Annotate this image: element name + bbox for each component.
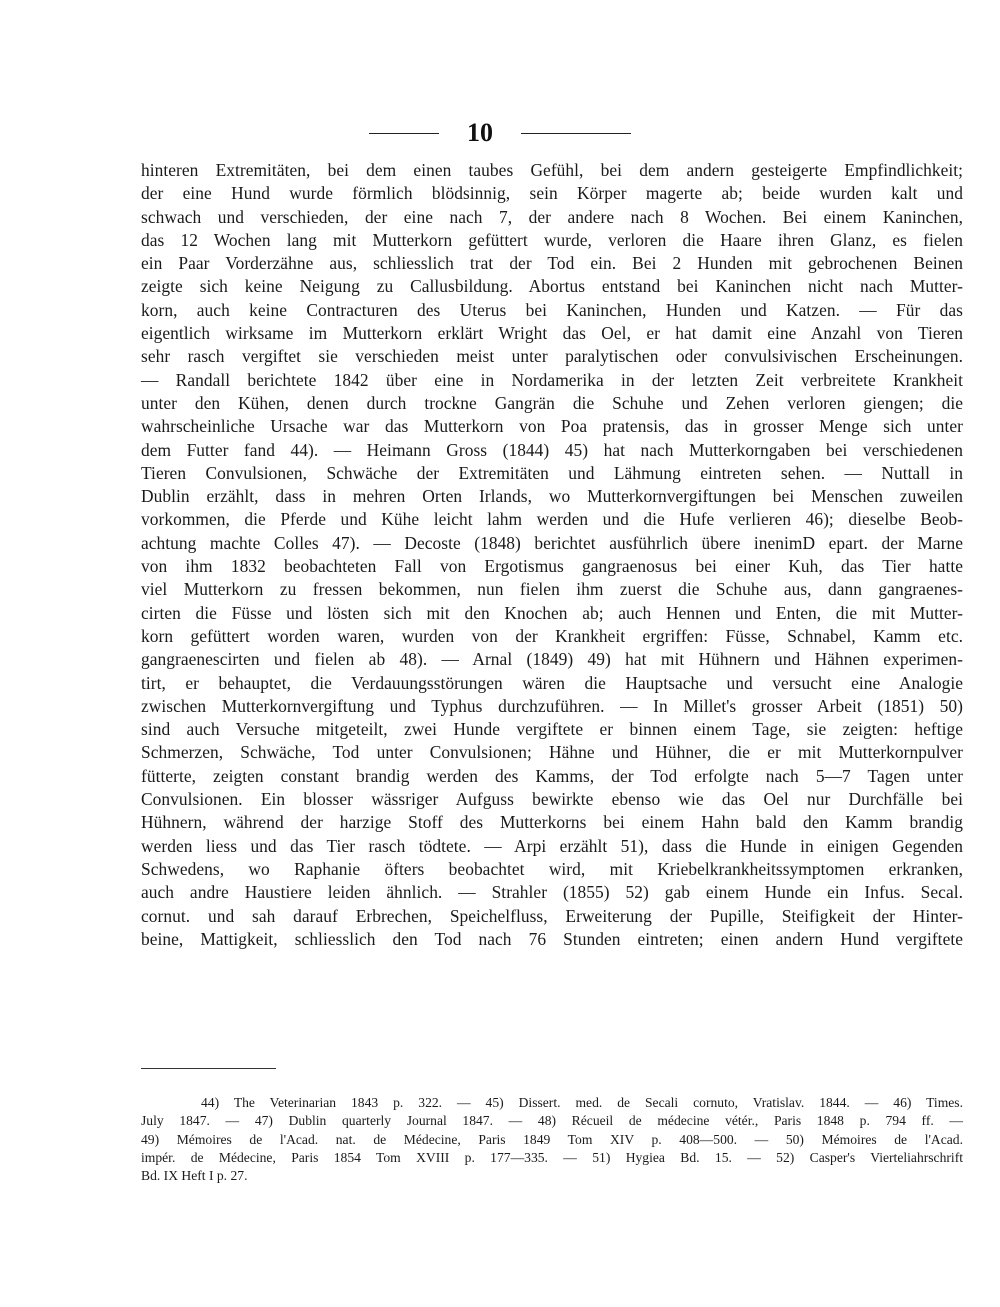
text-line: von ihm 1832 beobachteten Fall von Ergotismus gangraenosus bei einer Kuh, das Tier hatte (141, 556, 963, 577)
text-line: tirt, er behauptet, die Verdauungsstörungen wären die Hauptsache und versucht eine Analogie (141, 672, 963, 693)
text-line: gangraenescirten und fielen ab 48). — Arnal (1849) 49) hat mit Hühnern und Hähnen experimen- (141, 649, 963, 670)
text-line: — Randall berichtete 1842 über eine in Nordamerika in der letzten Zeit verbreitete Krankheit (141, 369, 963, 390)
text-line: Dublin erzählt, dass in mehren Orten Irlands, wo Mutterkornvergiftungen bei Menschen zuweilen (141, 486, 963, 507)
text-line: sehr rasch vergiftet sie verschieden meist unter paralytischen oder convulsivischen Erscheinungen. (141, 346, 963, 367)
text-line: ein Paar Vorderzähne aus, schliesslich trat der Tod ein. Bei 2 Hunden mit gebrochenen Beinen (141, 253, 963, 274)
text-line: achtung machte Colles 47). — Decoste (1848) berichtet ausführlich übere inenimD epart. der Marne (141, 532, 963, 553)
text-line: eigentlich wirksame im Mutterkorn erklärt Wright das Oel, er hat damit eine Anzahl von Tieren (141, 323, 963, 344)
text-line: hinteren Extremitäten, bei dem einen taubes Gefühl, bei dem andern gesteigerte Empfindlichkeit; (141, 160, 963, 180)
text-line: Schmerzen, Schwäche, Tod unter Convulsionen; Hähne und Hühner, die er mit Mutterkornpulver (141, 742, 963, 763)
text-line: sind auch Versuche mitgeteilt, zwei Hunde vergiftete er binnen einem Tage, sie zeigten: heftige (141, 719, 963, 740)
header-rule-right (521, 133, 631, 134)
text-line: cornut. und sah darauf Erbrechen, Speichelfluss, Erweiterung der Pupille, Steifigkeit der Hinter- (141, 905, 963, 926)
footnote-line: impér. de Médecine, Paris 1854 Tom XVIII p. 177—335. — 51) Hygiea Bd. 15. — 52) Casper's Vierteliahrschrift (141, 1149, 963, 1165)
page-header (0, 118, 1000, 148)
text-line: zwischen Mutterkornvergiftung und Typhus durchzuführen. — In Millet's grosser Arbeit (1851) 50) (141, 695, 963, 716)
text-line: werden liess und das Tier rasch tödtete. — Arpi erzählt 51), dass die Hunde in einigen Gegenden (141, 835, 963, 856)
text-line: korn, auch keine Contracturen des Uterus bei Kaninchen, Hunden und Katzen. — Für das (141, 299, 963, 320)
text-line: fütterte, zeigten constant brandig werden des Kamms, der Tod erfolgte nach 5—7 Tagen unter (141, 765, 963, 786)
main-text (141, 159, 963, 951)
text-line: viel Mutterkorn zu fressen bekommen, nun fielen ihm zuerst die Schuhe aus, dann gangraenes- (141, 579, 963, 600)
footnote-line: 49) Mémoires de l'Acad. nat. de Médecine, Paris 1849 Tom XIV p. 408—500. — 50) Mémoires de l'Acad. (141, 1131, 963, 1147)
text-line: das 12 Wochen lang mit Mutterkorn gefüttert wurde, verloren die Haare ihren Glanz, es fielen (141, 229, 963, 250)
text-line: Schwedens, wo Raphanie öfters beobachtet wird, mit Kriebelkrankheitssymptomen erkranken, (141, 858, 963, 879)
text-line: der eine Hund wurde förmlich blödsinnig, sein Körper magerte ab; beide wurden kalt und (141, 183, 963, 204)
text-line: vorkommen, die Pferde und Kühe leicht lahm werden und die Hufe verlieren 46); dieselbe Beob- (141, 509, 963, 530)
text-line: Hühnern, während der harzige Stoff des Mutterkorns bei einem Hahn bald den Kamm brandig (141, 812, 963, 833)
text-line: wahrscheinliche Ursache war das Mutterkorn von Poa pratensis, das in grosser Menge sich unter (141, 416, 963, 437)
text-line: Convulsionen. Ein blosser wässriger Aufguss bewirkte ebenso wie das Oel nur Durchfälle bei (141, 789, 963, 810)
footnote-line: Bd. IX Heft I p. 27. (141, 1168, 248, 1184)
text-line: unter den Kühen, denen durch trockne Gangrän die Schuhe und Zehen verloren giengen; die (141, 392, 963, 413)
footnote-divider (141, 1068, 276, 1069)
text-line: auch andre Haustiere leiden ähnlich. — Strahler (1855) 52) gab einem Hunde ein Infus. Secal. (141, 882, 963, 903)
text-line: Tieren Convulsionen, Schwäche der Extremitäten und Lähmung eintreten sehen. — Nuttall in (141, 462, 963, 483)
text-line: dem Futter fand 44). — Heimann Gross (1844) 45) hat nach Mutterkorngaben bei verschiedenen (141, 439, 963, 460)
text-line: beine, Mattigkeit, schliesslich den Tod nach 76 Stunden eintreten; einen andern Hund vergiftete (141, 928, 963, 949)
page-number: 10 (467, 118, 493, 147)
text-line: korn gefüttert worden waren, wurden von der Krankheit ergriffen: Füsse, Schnabel, Kamm etc. (141, 625, 963, 646)
text-line: zeigte sich keine Neigung zu Callusbildung. Abortus entstand bei Kaninchen nicht nach Mutter- (141, 276, 963, 297)
footnotes (141, 1094, 963, 1185)
footnote-line: July 1847. — 47) Dublin quarterly Journal 1847. — 48) Récueil de médecine vétér., Paris 1848 p. 794 ff. — (141, 1113, 963, 1129)
text-line: cirten die Füsse und lösten sich mit den Knochen ab; auch Hennen und Enten, die mit Mutter- (141, 602, 963, 623)
header-rule-left (369, 133, 439, 134)
text-line: schwach und verschieden, der eine nach 7, der andere nach 8 Wochen. Bei einem Kaninchen, (141, 206, 963, 227)
footnote-line: 44) The Veterinarian 1843 p. 322. — 45) Dissert. med. de Secali cornuto, Vratislav. 1844. — 46) Times. (201, 1095, 963, 1110)
